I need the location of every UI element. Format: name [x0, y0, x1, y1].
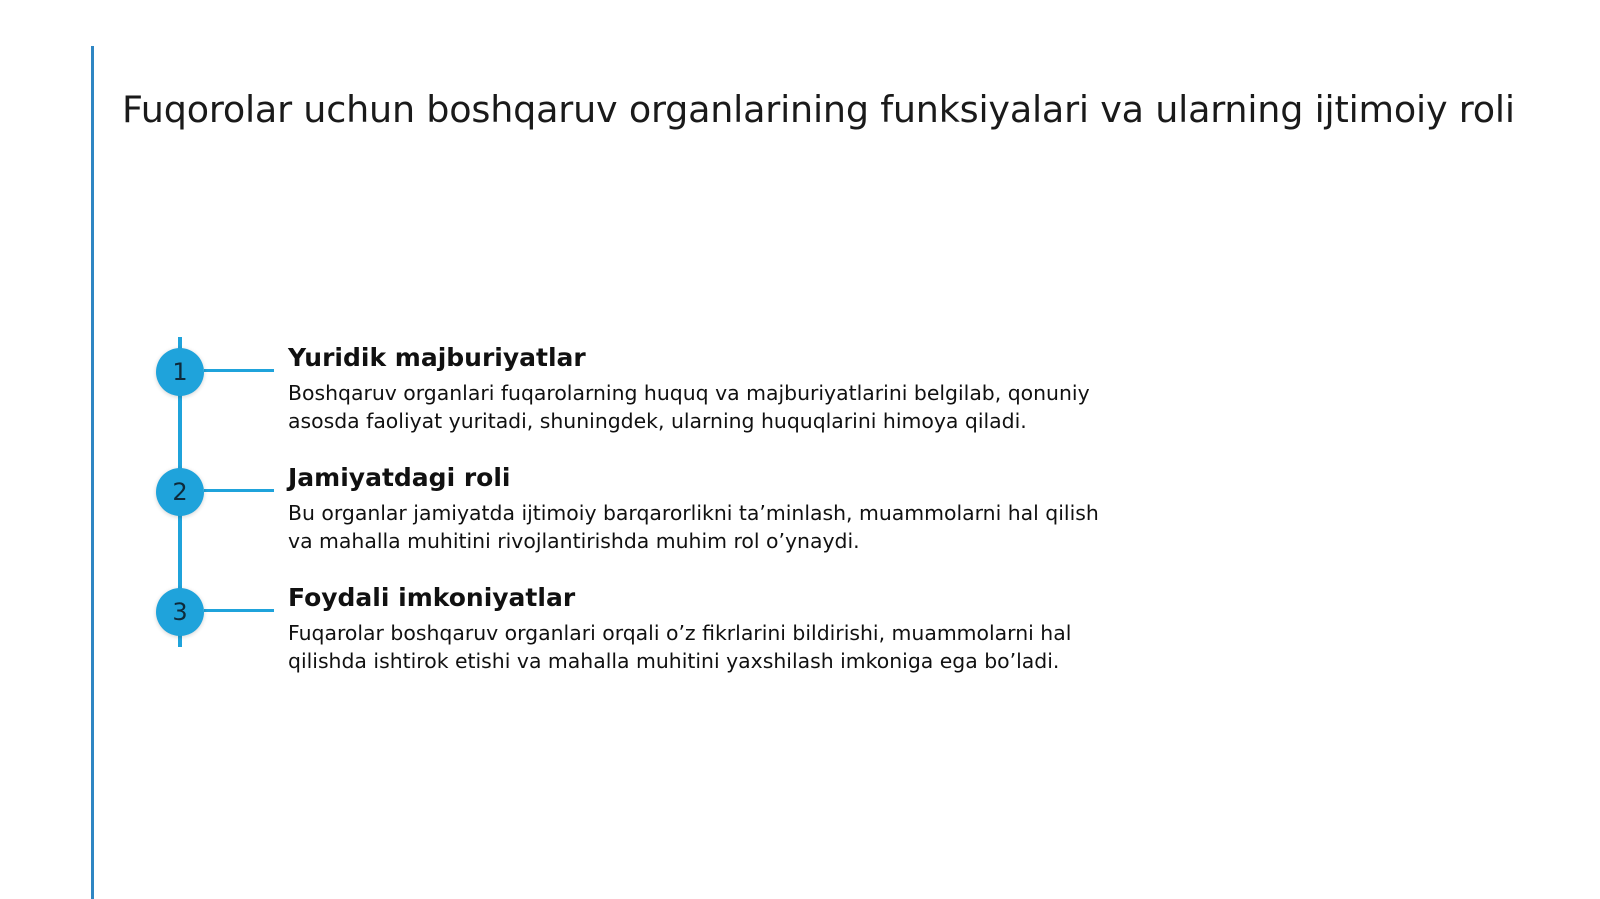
timeline-connector-1 [204, 369, 274, 372]
slide-title: Fuqorolar uchun boshqaruv organlarining funksiyalari va ularning ijtimoiy roli [122, 88, 1515, 131]
item-heading-1: Yuridik majburiyatlar [288, 343, 586, 372]
timeline-connector-2 [204, 489, 274, 492]
timeline-marker-1: 1 [156, 348, 204, 396]
timeline-connector-3 [204, 609, 274, 612]
item-heading-3: Foydali imkoniyatlar [288, 583, 576, 612]
item-text-3: Fuqarolar boshqaruv organlari orqali o’z fikrlarini bildirishi, muammolarni hal qilishda ishtirok etishi va mahalla muhitini yaxshilash imkoniga ega bo’ladi. [288, 621, 1072, 673]
timeline-marker-2: 2 [156, 468, 204, 516]
item-text-2: Bu organlar jamiyatda ijtimoiy barqarorlikni ta’minlash, muammolarni hal qilish va mahalla muhitini rivojlantirishda muhim rol o’ynaydi. [288, 501, 1099, 553]
item-heading-2: Jamiyatdagi roli [288, 463, 511, 492]
item-text-1: Boshqaruv organlari fuqarolarning huquq va majburiyatlarini belgilab, qonuniy asosda faoliyat yuritadi, shuningdek, ularning huquqlarini himoya qiladi. [288, 381, 1090, 433]
timeline-marker-3: 3 [156, 588, 204, 636]
